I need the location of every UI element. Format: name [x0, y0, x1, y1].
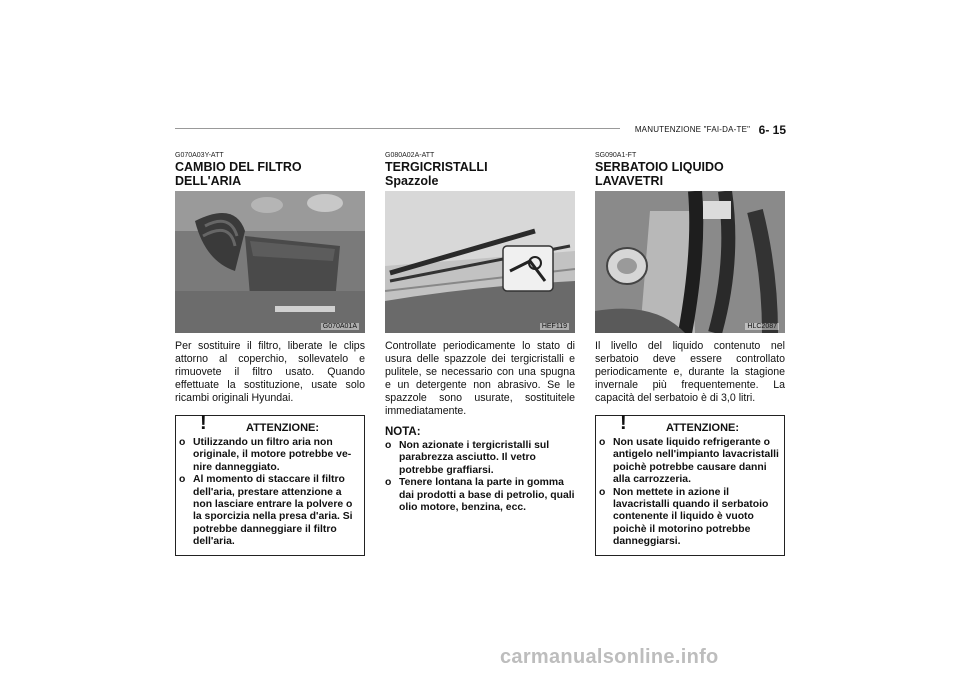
note-list — [385, 440, 575, 514]
column-air-filter — [175, 152, 365, 556]
section-title-air-filter: CAMBIO DEL FILTRO DELL'ARIA — [175, 160, 302, 188]
warning-heading: ATTENZIONE: — [245, 422, 320, 434]
photo-label: HLC2087 — [747, 323, 777, 330]
section-code: G080A02A-ATT — [385, 152, 435, 159]
watermark-footer: carmanualsonline.info — [500, 646, 719, 668]
warning-list — [599, 437, 781, 549]
section-code: SG090A1-FT — [595, 152, 637, 159]
page-header — [600, 121, 786, 139]
washer-warning-box — [595, 412, 785, 556]
air-filter-warning-box — [175, 412, 365, 556]
section-title: MANUTENZIONE "FAI-DA-TE" — [634, 125, 751, 134]
section-title-washer: SERBATOIO LIQUIDO LAVAVETRI — [595, 160, 724, 188]
photo-label: G070A01A — [322, 323, 357, 330]
air-filter-photo — [175, 191, 365, 333]
section-subtitle: Spazzole — [385, 174, 439, 188]
list-item: o Non azionate i tergicristalli sul parabrezza asciutto. Il vetro potrebbe graffiarsi. — [385, 440, 550, 476]
washer-text: Il livello del liquido contenuto nel serbatoio deve essere controllato periodicamente e, durante la stagione invernale più frequentemente. La capacità del serbatoio è di 3,0 litri. — [595, 340, 785, 404]
page-number: 6- 15 — [758, 123, 786, 137]
list-item: o Al momento di staccare il filtro dell'aria, prestare attenzione a non lasciare entrare la polvere o la sporcizia nella presa d'aria. Si potrebbe danneggiare il filtro dell'aria. — [179, 474, 353, 548]
list-item: o Non usate liquido refrigerante o antigelo nell'impianto lavacristalli poichè potrebbe causare danni alla carrozzeria. — [599, 437, 779, 486]
wiper-illustration — [385, 191, 575, 333]
list-item: o Non mettete in azione il lavacristalli quando il serbatoio contenente il liquido è vuoto poichè il motorino potrebbe danneggiarsi. — [599, 486, 769, 548]
section-code: G070A03Y-ATT — [175, 152, 224, 159]
photo-label: HEF119 — [541, 323, 567, 330]
column-wipers — [385, 152, 575, 514]
column-washer-reservoir — [595, 152, 785, 556]
header-rule — [175, 128, 620, 129]
washer-photo — [595, 191, 785, 333]
warning-list — [179, 437, 361, 549]
note-heading: NOTA: — [385, 426, 421, 438]
warning-heading: ATTENZIONE: — [665, 422, 740, 434]
list-item: o Utilizzando un filtro aria non originale, il motore potrebbe ve-nire danneggiato. — [179, 437, 352, 473]
list-item: o Tenere lontana la parte in gomma dai prodotti a base di petrolio, quali olio motore, benzina, ecc. — [385, 477, 575, 514]
warning-icon: ! — [200, 412, 207, 434]
washer-illustration — [595, 191, 785, 333]
air-filter-text: Per sostituire il filtro, liberate le clips attorno al coperchio, sollevatelo e rimuovete il filtro usato. Quando effettuate la sostituzione, usate solo ricambi originali Hyundai. — [175, 340, 365, 404]
section-title-wipers: TERGICRISTALLI — [385, 160, 488, 174]
wiper-photo — [385, 191, 575, 333]
wiper-text: Controllate periodicamente lo stato di usura delle spazzole dei tergicristalli e pulitele, se necessario con una spugna e un detergente non abrasivo. Se le spazzole sono usurate, sostituitele immediatamente. — [385, 340, 575, 417]
air-filter-illustration — [175, 191, 365, 333]
warning-icon: ! — [620, 412, 627, 434]
